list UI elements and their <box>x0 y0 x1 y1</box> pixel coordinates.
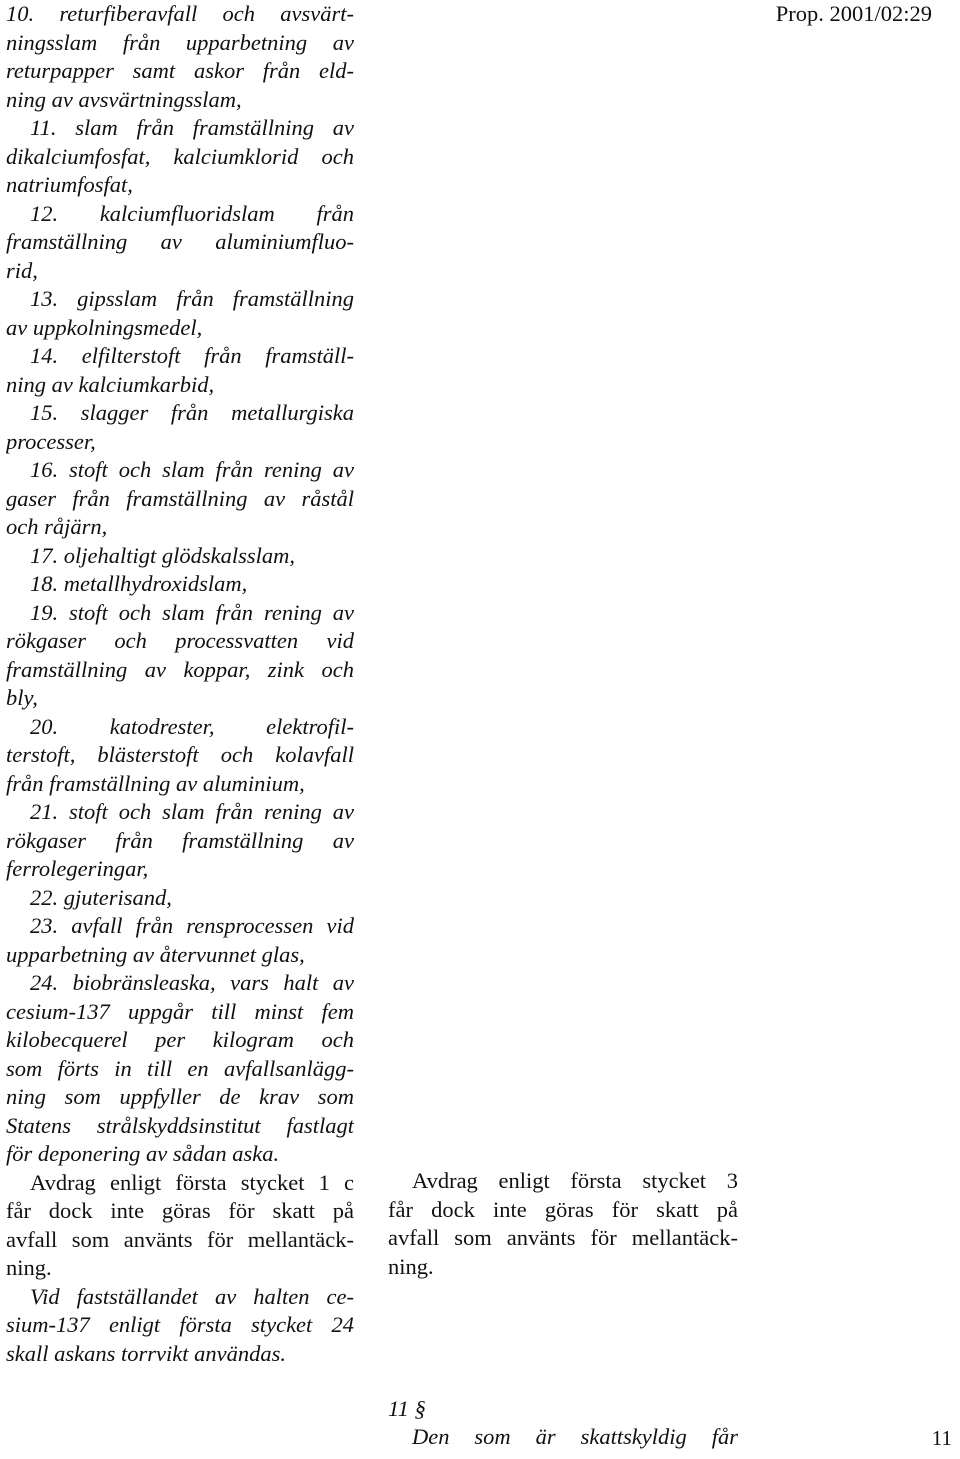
left-text-line: ning. <box>6 1255 52 1280</box>
left-text-line: 21. stoft och slam från rening av <box>30 799 354 824</box>
left-text-line: 17. oljehaltigt glödskalsslam, <box>30 542 296 568</box>
section-text: Den som är skattskyldig får <box>412 1424 738 1449</box>
left-text-line: rökgaser och processvatten vid <box>6 628 354 653</box>
left-text-line: 15. slagger från metallurgiska <box>30 400 354 425</box>
left-text-line: skall askans torrvikt användas. <box>6 1340 286 1366</box>
left-text-line: 20. katodrester, elektrofil- <box>30 713 354 739</box>
right-text-line: avfall som använts för mellantäck- <box>388 1225 738 1250</box>
left-text-line: framställning av koppar, zink och <box>6 656 354 682</box>
left-text-line: 13. gipsslam från framställning <box>30 286 354 311</box>
left-text-line: ning av kalciumkarbid, <box>6 371 215 397</box>
left-text-line: Avdrag enligt första stycket 1 c <box>30 1169 354 1195</box>
left-text-line: 18. metallhydroxidslam, <box>30 571 248 596</box>
left-text-line: 10. returfiberavfall och avsvärt- <box>6 1 354 26</box>
left-text-line: kilobecquerel per kilogram och <box>6 1027 354 1052</box>
left-text-line: som förts in till en avfallsanlägg- <box>6 1055 354 1081</box>
left-text-line: processer, <box>6 428 96 454</box>
left-text-line: gaser från framställning av råstål <box>6 485 354 511</box>
left-text-line: och råjärn, <box>6 514 108 539</box>
left-text-line: 23. avfall från rensprocessen vid <box>30 913 354 938</box>
document-reference: Prop. 2001/02:29 <box>775 1 932 26</box>
left-text-line: rökgaser från framställning av <box>6 827 354 853</box>
left-text-line: returpapper samt askor från eld- <box>6 58 354 83</box>
left-text-line: från framställning av aluminium, <box>6 770 305 796</box>
right-text-line: får dock inte göras för skatt på <box>388 1196 738 1222</box>
left-text-line: ning som uppfyller de krav som <box>6 1084 354 1109</box>
left-text-line: 22. gjuterisand, <box>30 884 172 910</box>
left-text-line: cesium-137 uppgår till minst fem <box>6 998 354 1024</box>
left-text-line: avfall som använts för mellantäck- <box>6 1226 354 1252</box>
left-text-line: 12. kalciumfluoridslam från <box>30 200 354 226</box>
left-text-line: Vid fastställandet av halten ce- <box>30 1283 354 1309</box>
left-text-line: av uppkolningsmedel, <box>6 314 203 340</box>
left-text-line: terstoft, blästerstoft och kolavfall <box>6 742 354 767</box>
left-text-line: upparbetning av återvunnet glas, <box>6 941 305 967</box>
right-text-line: ning. <box>388 1253 434 1279</box>
left-text-line: Statens strålskyddsinstitut fastlagt <box>6 1112 354 1138</box>
left-text-line: får dock inte göras för skatt på <box>6 1198 354 1223</box>
left-text-line: ferrolegeringar, <box>6 856 149 881</box>
left-text-line: ning av avsvärtningsslam, <box>6 86 242 112</box>
left-text-line: 14. elfilterstoft från framställ- <box>30 343 354 368</box>
right-text-line: Avdrag enligt första stycket 3 <box>412 1168 738 1193</box>
left-text-line: bly, <box>6 685 38 710</box>
left-text-line: dikalciumfosfat, kalciumklorid och <box>6 143 354 169</box>
left-text-line: ningsslam från upparbetning av <box>6 29 354 55</box>
left-text-line: 24. biobränsleaska, vars halt av <box>30 970 354 995</box>
left-text-line: för deponering av sådan aska. <box>6 1141 280 1166</box>
left-text-line: 16. stoft och slam från rening av <box>30 457 354 482</box>
section-number: 11 § <box>388 1396 426 1421</box>
left-text-line: sium-137 enligt första stycket 24 <box>6 1312 354 1337</box>
left-text-line: 19. stoft och slam från rening av <box>30 599 354 625</box>
left-text-line: framställning av aluminiumfluo- <box>6 229 354 254</box>
left-text-line: natriumfosfat, <box>6 172 133 197</box>
page-number: 11 <box>931 1426 952 1450</box>
left-text-line: rid, <box>6 257 38 283</box>
left-text-line: 11. slam från framställning av <box>30 115 354 140</box>
